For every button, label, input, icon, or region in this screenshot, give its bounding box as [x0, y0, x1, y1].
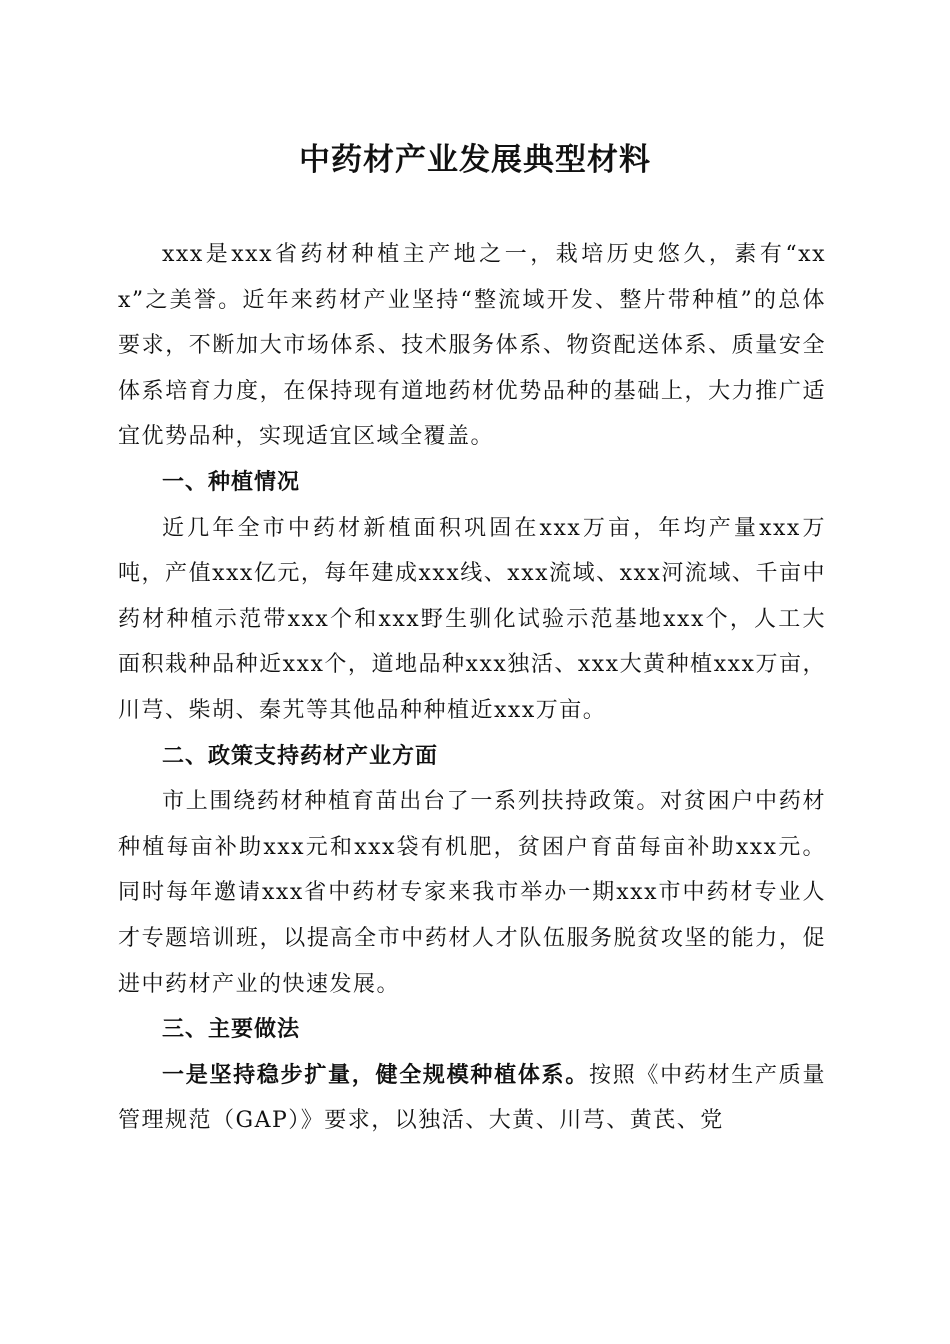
document-title: 中药材产业发展典型材料	[299, 142, 651, 178]
practice-body-text: 按照《中药材生产质量管理规范（GAP）》要求，以独活、大黄、川芎、黄芪、党	[118, 1062, 826, 1134]
section-paragraph-planting: 近几年全市中药材新植面积巩固在xxx万亩，年均产量xxx万吨，产值xxx亿元，每年建成xxx线、xxx流域、xxx河流域、千亩中药材种植示范带xxx个和xxx野生驯化试验示范基地xxx个，人工大面积栽种品种近xxx个，道地品种xxx独活、xxx大黄种植xxx万亩，川芎、柴胡、秦艽等其他品种种植近xxx万亩。	[118, 515, 826, 723]
section-heading-policy: 二、政策支持药材产业方面	[162, 743, 439, 769]
practice-lead-sentence: 一是坚持稳步扩量，健全规模种植体系。	[162, 1061, 589, 1088]
document-body	[118, 232, 826, 1144]
section-paragraph-practices	[118, 1053, 826, 1144]
section-heading-practices: 三、主要做法	[162, 1017, 301, 1043]
section-heading-planting: 一、种植情况	[162, 469, 301, 495]
section-paragraph-policy: 市上围绕药材种植育苗出台了一系列扶持政策。对贫困户中药材种植每亩补助xxx元和xxx袋有机肥，贫困户育苗每亩补助xxx元。同时每年邀请xxx省中药材专家来我市举办一期xxx市中药材专业人才专题培训班，以提高全市中药材人才队伍服务脱贫攻坚的能力，促进中药材产业的快速发展。	[118, 789, 826, 997]
intro-paragraph: xxx是xxx省药材种植主产地之一，栽培历史悠久，素有“xxx”之美誉。近年来药材产业坚持“整流域开发、整片带种植”的总体要求，不断加大市场体系、技术服务体系、物资配送体系、质量安全体系培育力度，在保持现有道地药材优势品种的基础上，大力推广适宜优势品种，实现适宜区域全覆盖。	[118, 242, 826, 450]
